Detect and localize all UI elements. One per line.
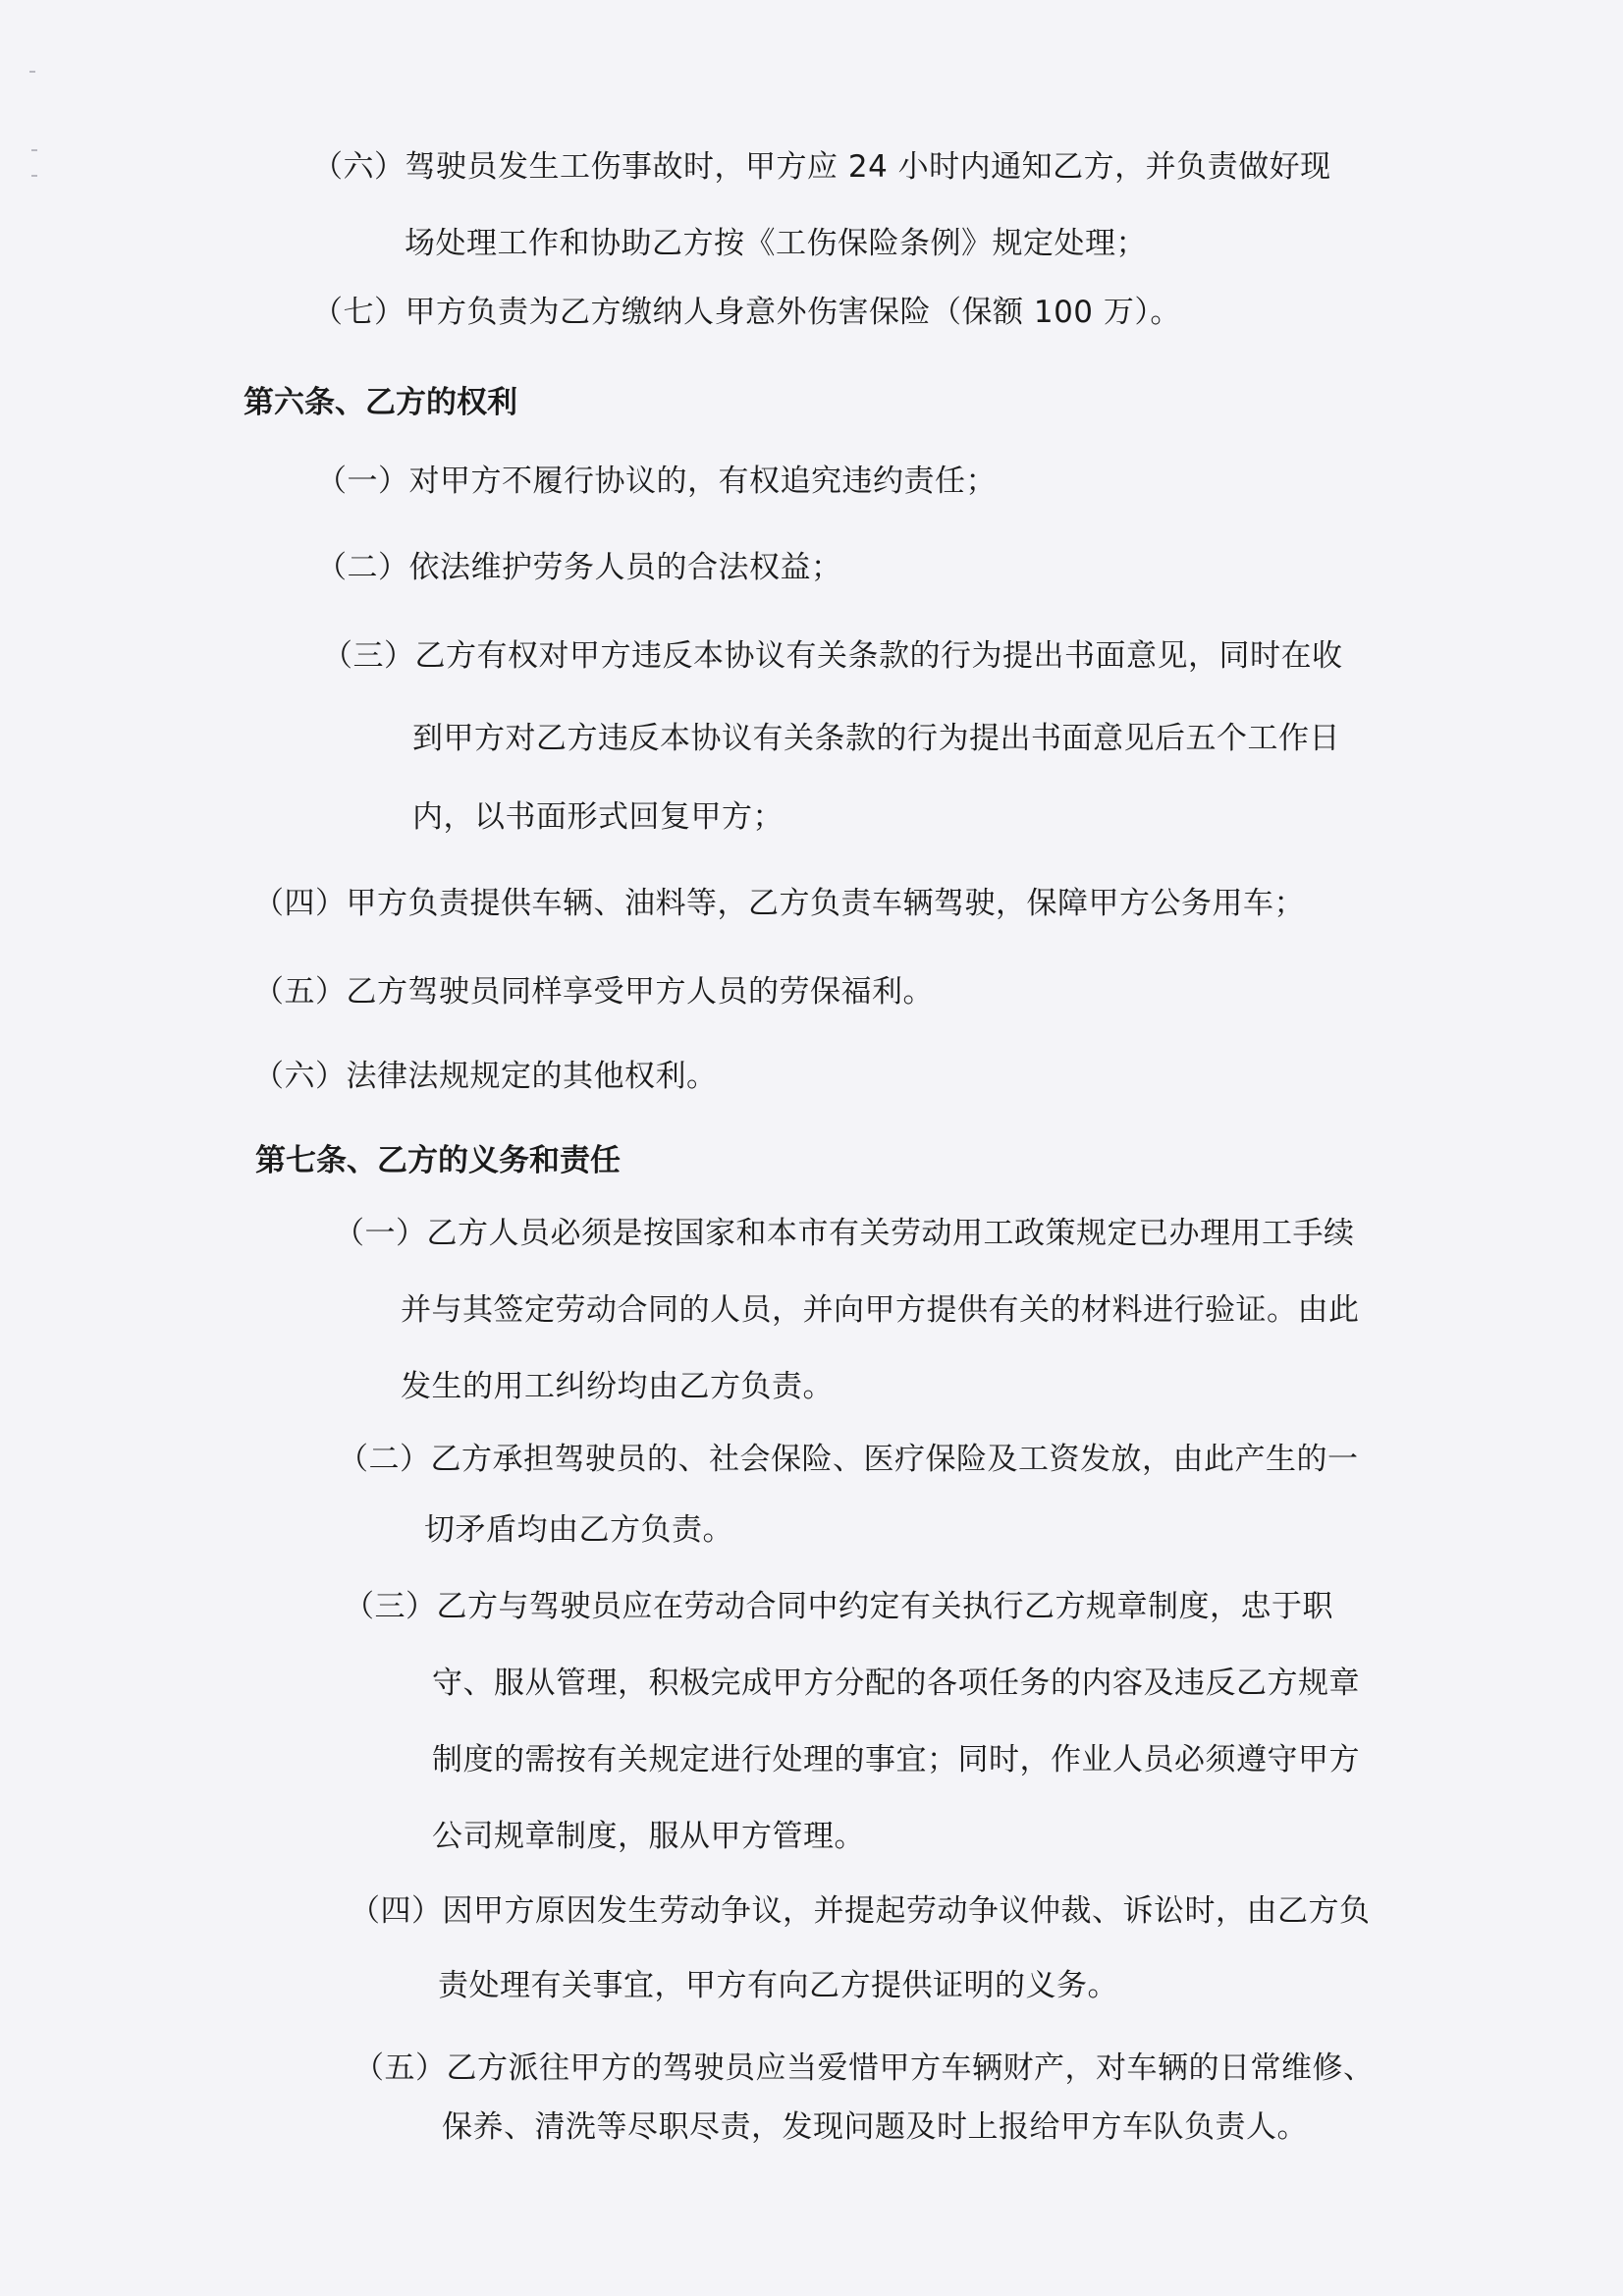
- scan-margin-mark: [31, 175, 37, 177]
- article-7-item-3-line-1: （三）乙方与驾驶员应在劳动合同中约定有关执行乙方规章制度，忠于职: [344, 1589, 1333, 1624]
- article-6-item-3-line-1: （三）乙方有权对甲方违反本协议有关条款的行为提出书面意见，同时在收: [322, 638, 1343, 674]
- article-7-item-1-line-3: 发生的用工纠纷均由乙方负责。: [401, 1369, 834, 1404]
- clause-item-7: （七）甲方负责为乙方缴纳人身意外伤害保险（保额 100 万）。: [312, 295, 1181, 330]
- article-7-item-1-line-2: 并与其签定劳动合同的人员，并向甲方提供有关的材料进行验证。由此: [401, 1292, 1360, 1328]
- article-6-item-2: （二）依法维护劳务人员的合法权益；: [316, 550, 842, 585]
- article-7-item-1-line-1: （一）乙方人员必须是按国家和本市有关劳动用工政策规定已办理用工手续: [334, 1216, 1355, 1251]
- article-7-item-2-line-2: 切矛盾均由乙方负责。: [424, 1512, 733, 1548]
- article-7-item-4-line-1: （四）因甲方原因发生劳动争议，并提起劳动争议仲裁、诉讼时，由乙方负: [350, 1893, 1371, 1929]
- article-6-item-3-line-2: 到甲方对乙方违反本协议有关条款的行为提出书面意见后五个工作日: [412, 721, 1340, 756]
- article-7-item-3-line-3: 制度的需按有关规定进行处理的事宜；同时，作业人员必须遵守甲方: [432, 1742, 1360, 1777]
- article-6-item-6: （六）法律法规规定的其他权利。: [253, 1059, 718, 1094]
- article-7-item-5-line-2: 保养、清洗等尽职尽责，发现问题及时上报给甲方车队负责人。: [442, 2109, 1308, 2145]
- clause-item-6-line-2: 场处理工作和协助乙方按《工伤保险条例》规定处理；: [405, 226, 1147, 261]
- article-6-item-5: （五）乙方驾驶员同样享受甲方人员的劳保福利。: [253, 974, 934, 1010]
- scan-margin-mark: [31, 149, 37, 151]
- article-6-item-3-line-3: 内，以书面形式回复甲方；: [412, 799, 784, 835]
- article-7-item-3-line-2: 守、服从管理，积极完成甲方分配的各项任务的内容及违反乙方规章: [432, 1666, 1360, 1701]
- article-7-heading: 第七条、乙方的义务和责任: [255, 1143, 621, 1178]
- article-6-heading: 第六条、乙方的权利: [243, 385, 517, 420]
- article-6-item-4: （四）甲方负责提供车辆、油料等，乙方负责车辆驾驶，保障甲方公务用车；: [253, 886, 1305, 921]
- article-7-item-3-line-4: 公司规章制度，服从甲方管理。: [432, 1819, 865, 1854]
- scan-margin-mark: [29, 71, 35, 73]
- article-7-item-2-line-1: （二）乙方承担驾驶员的、社会保险、医疗保险及工资发放，由此产生的一: [338, 1442, 1359, 1477]
- article-7-item-5-line-1: （五）乙方派往甲方的驾驶员应当爱惜甲方车辆财产，对车辆的日常维修、: [353, 2050, 1375, 2086]
- clause-item-6-line-1: （六）驾驶员发生工伤事故时，甲方应 24 小时内通知乙方，并负责做好现: [312, 149, 1331, 185]
- article-7-item-4-line-2: 责处理有关事宜，甲方有向乙方提供证明的义务。: [438, 1968, 1118, 2003]
- article-6-item-1: （一）对甲方不履行协议的，有权追究违约责任；: [316, 464, 997, 499]
